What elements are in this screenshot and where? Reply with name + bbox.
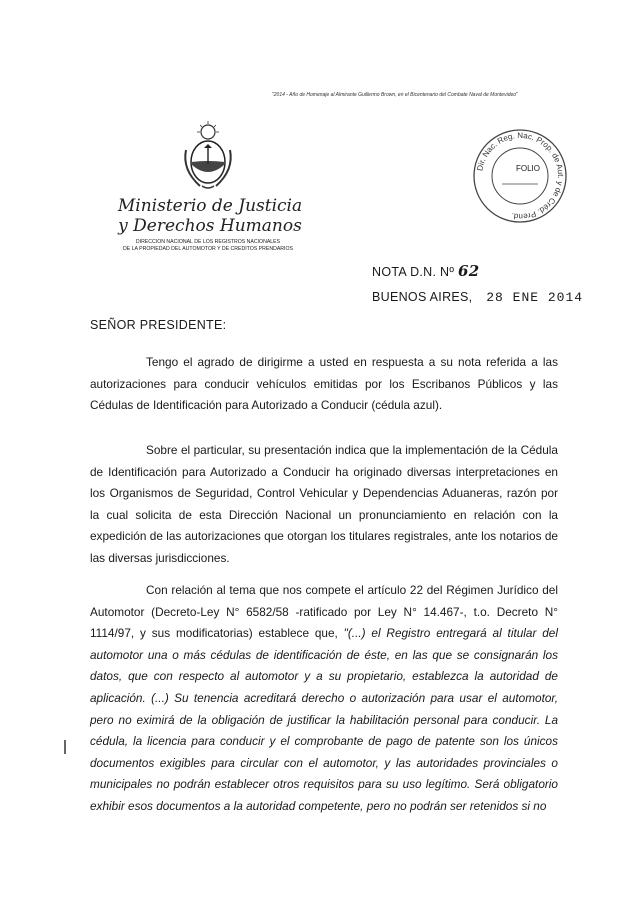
salutation: SEÑOR PRESIDENTE: (90, 318, 227, 332)
header-motto: "2014 - Año de Homenaje al Almirante Guillermo Brown, en el Bicentenario del Combate Naval de Montevideo" (272, 92, 518, 98)
stamp-folio-label: FOLIO (516, 164, 541, 173)
direccion-line1: DIRECCION NACIONAL DE LOS REGISTROS NACIONALES (135, 239, 281, 245)
paragraph-3-quote: "(...) el Registro entregará al titular del automotor una o más cédulas de identificación de éste, en las que se consignarán los datos, que con respecto al automotor y a su propietario, establezca la autoridad de aplicación. (...) Su tenencia acreditará derecho o autorización para usar el automotor, pero no eximirá de la obligación de justificar la habilitación personal para conducir. La cédula, la licencia para conducir y el comprobante de pago de patente son los únicos documentos exigibles para circular con el automotor, y las autoridades provinciales o municipales no podrán establecer otros requisitos para su uso legítimo. Será obligatorio exhibir esos documentos a la autoridad competente, pero no podrán ser retenidos si no (90, 626, 558, 813)
nota-number: 62 (458, 262, 480, 280)
nota-label: NOTA D.N. Nº (372, 265, 455, 279)
ministry-name (90, 196, 330, 236)
ministry-line1: Ministerio de Justicia (117, 196, 303, 216)
direccion-line2: DE LA PROPIEDAD DEL AUTOMOTOR Y DE CREDITOS PRENDARIOS (123, 246, 293, 252)
margin-mark (64, 740, 66, 754)
nota-reference (372, 262, 480, 280)
stamp-ring-text: Dir. Nac. Reg. Nac. Prop. de Aut. y de Créd. Prend. (475, 130, 566, 222)
date-stamp: 28 ENE 2014 (486, 290, 584, 305)
folio-stamp (470, 126, 570, 226)
body-paragraph-3 (90, 580, 558, 818)
body-paragraph-1: Tengo el agrado de dirigirme a usted en respuesta a su nota referida a las autorizaciones para conducir vehículos emitidas por los Escribanos Públicos y las Cédulas de Identificación para Autorizado a Conducir (cédula azul). (90, 355, 558, 413)
paragraph-3-intro: Con relación al tema que nos compete el artículo 22 del Régimen Jurídico del Automotor (Decreto-Ley N° 6582/58 -ratificado por Ley N° 14.467-, t.o. Decreto N° 1114/97, y sus modificatorias) establece que, (90, 583, 558, 641)
body-paragraph-2: Sobre el particular, su presentación indica que la implementación de la Cédula de Identificación para Autorizado a Conducir ha originado diversas interpretaciones en los Organismos de Seguridad, Control Vehicular y Dependencias Aduaneras, razón por la cual solicita de esta Dirección Nacional un pronunciamiento en relación con la expedición de las autorizaciones que otorgan los titulares registrales, ante los notarios de las diversas jurisdicciones. (90, 443, 558, 565)
place-date (372, 290, 583, 305)
coat-of-arms-icon (178, 120, 238, 192)
ministry-line2: y Derechos Humanos (118, 216, 302, 236)
svg-text:Dir. Nac. Reg. Nac. Prop. de A (475, 131, 565, 221)
direccion-name (48, 239, 368, 253)
place-label: BUENOS AIRES, (372, 290, 473, 304)
